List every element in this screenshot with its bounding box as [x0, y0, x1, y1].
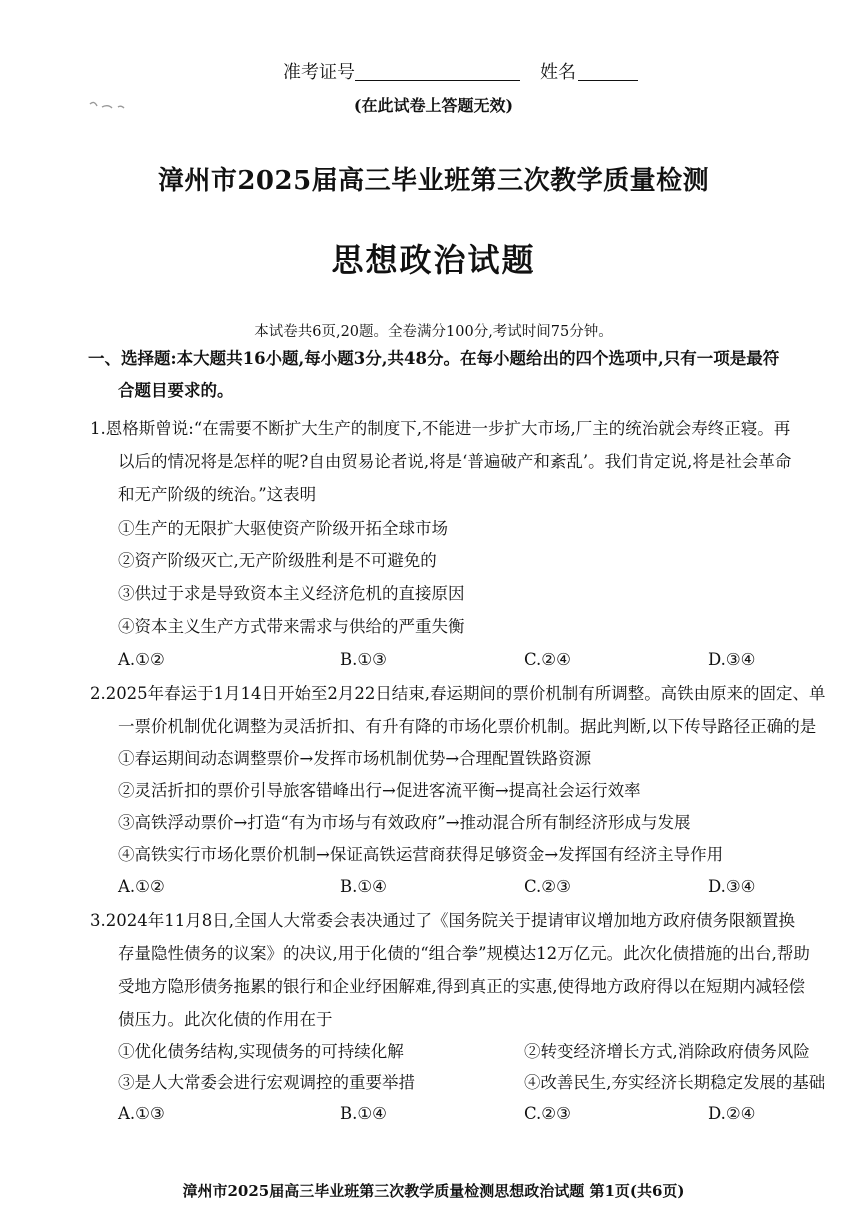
q2-stem-line: 一票价机制优化调整为灵活折扣、有升有降的市场化票价机制。据此判断,以下传导路径正确的是: [118, 717, 817, 736]
q1-option-d: D.③④: [708, 650, 756, 669]
q1-stem-line: 1.恩格斯曾说:“在需要不断扩大生产的制度下,不能进一步扩大市场,厂主的统治就会寿终正寝。再: [90, 419, 791, 438]
q3-stem-line: 3.2024年11月8日,全国人大常委会表决通过了《国务院关于提请审议增加地方政府债务限额置换: [90, 911, 795, 930]
page-footer: 漳州市2025届高三毕业班第三次教学质量检测思想政治试题 第1页(共6页): [182, 1182, 685, 1200]
section-heading: 一、选择题:本大题共16小题,每小题3分,共48分。在每小题给出的四个选项中,只有一项是最符: [88, 349, 780, 368]
section-heading-cont: 合题目要求的。: [118, 381, 234, 400]
q1-stem-line: 以后的情况将是怎样的呢?自由贸易论者说,将是‘普遍破产和紊乱’。我们肯定说,将是社会革命: [118, 452, 792, 471]
exam-info: 本试卷共6页,20题。全卷满分100分,考试时间75分钟。: [254, 324, 613, 340]
q3-stem-line: 存量隐性债务的议案》的决议,用于化债的“组合拳”规模达12万亿元。此次化债措施的出台,帮助: [118, 944, 810, 963]
q3-statement: ①优化债务结构,实现债务的可持续化解: [118, 1042, 404, 1061]
q3-option-c: C.②③: [524, 1104, 571, 1123]
q1-option-b: B.①③: [340, 650, 387, 669]
q3-statement: ④改善民生,夯实经济长期稳定发展的基础: [524, 1073, 826, 1092]
exam-id-label: 准考证号: [283, 62, 355, 83]
q2-option-a: A.①②: [118, 877, 165, 896]
q1-stem-line: 和无产阶级的统治。”这表明: [118, 485, 317, 504]
q1-statement: ③供过于求是导致资本主义经济危机的直接原因: [118, 584, 465, 603]
exam-title: 漳州市2025届高三毕业班第三次教学质量检测: [157, 166, 710, 196]
q3-statement: ③是人大常委会进行宏观调控的重要举措: [118, 1073, 415, 1092]
q3-stem-line: 受地方隐形债务拖累的银行和企业纾困解难,得到真正的实惠,使得地方政府得以在短期内减轻偿: [118, 977, 805, 996]
q2-option-b: B.①④: [340, 877, 387, 896]
name-blank: [578, 80, 638, 81]
q1-statement: ①生产的无限扩大驱使资产阶级开拓全球市场: [118, 519, 448, 538]
q2-statement: ④高铁实行市场化票价机制→保证高铁运营商获得足够资金→发挥国有经济主导作用: [118, 845, 724, 864]
exam-subject-title: 思想政治试题: [331, 241, 536, 279]
q2-option-c: C.②③: [524, 877, 571, 896]
q3-stem-line: 债压力。此次化债的作用在于: [118, 1010, 333, 1029]
name-label: 姓名: [540, 62, 576, 83]
q3-option-a: A.①③: [118, 1104, 165, 1123]
q2-statement: ②灵活折扣的票价引导旅客错峰出行→促进客流平衡→提高社会运行效率: [118, 781, 641, 800]
q3-statement: ②转变经济增长方式,消除政府债务风险: [524, 1042, 810, 1061]
q1-statement: ②资产阶级灭亡,无产阶级胜利是不可避免的: [118, 551, 437, 570]
q3-option-b: B.①④: [340, 1104, 387, 1123]
answer-invalid-notice: (在此试卷上答题无效): [353, 96, 514, 115]
q2-statement: ①春运期间动态调整票价→发挥市场机制优势→合理配置铁路资源: [118, 749, 592, 768]
q2-stem-line: 2.2025年春运于1月14日开始至2月22日结束,春运期间的票价机制有所调整。高铁由原来的固定、单: [90, 684, 826, 703]
q2-statement: ③高铁浮动票价→打造“有为市场与有效政府”→推动混合所有制经济形成与发展: [118, 813, 691, 832]
q1-statement: ④资本主义生产方式带来需求与供给的严重失衡: [118, 617, 465, 636]
exam-id-blank: [355, 80, 520, 81]
q1-option-a: A.①②: [118, 650, 165, 669]
q2-option-d: D.③④: [708, 877, 756, 896]
q3-option-d: D.②④: [708, 1104, 756, 1123]
q1-option-c: C.②④: [524, 650, 571, 669]
